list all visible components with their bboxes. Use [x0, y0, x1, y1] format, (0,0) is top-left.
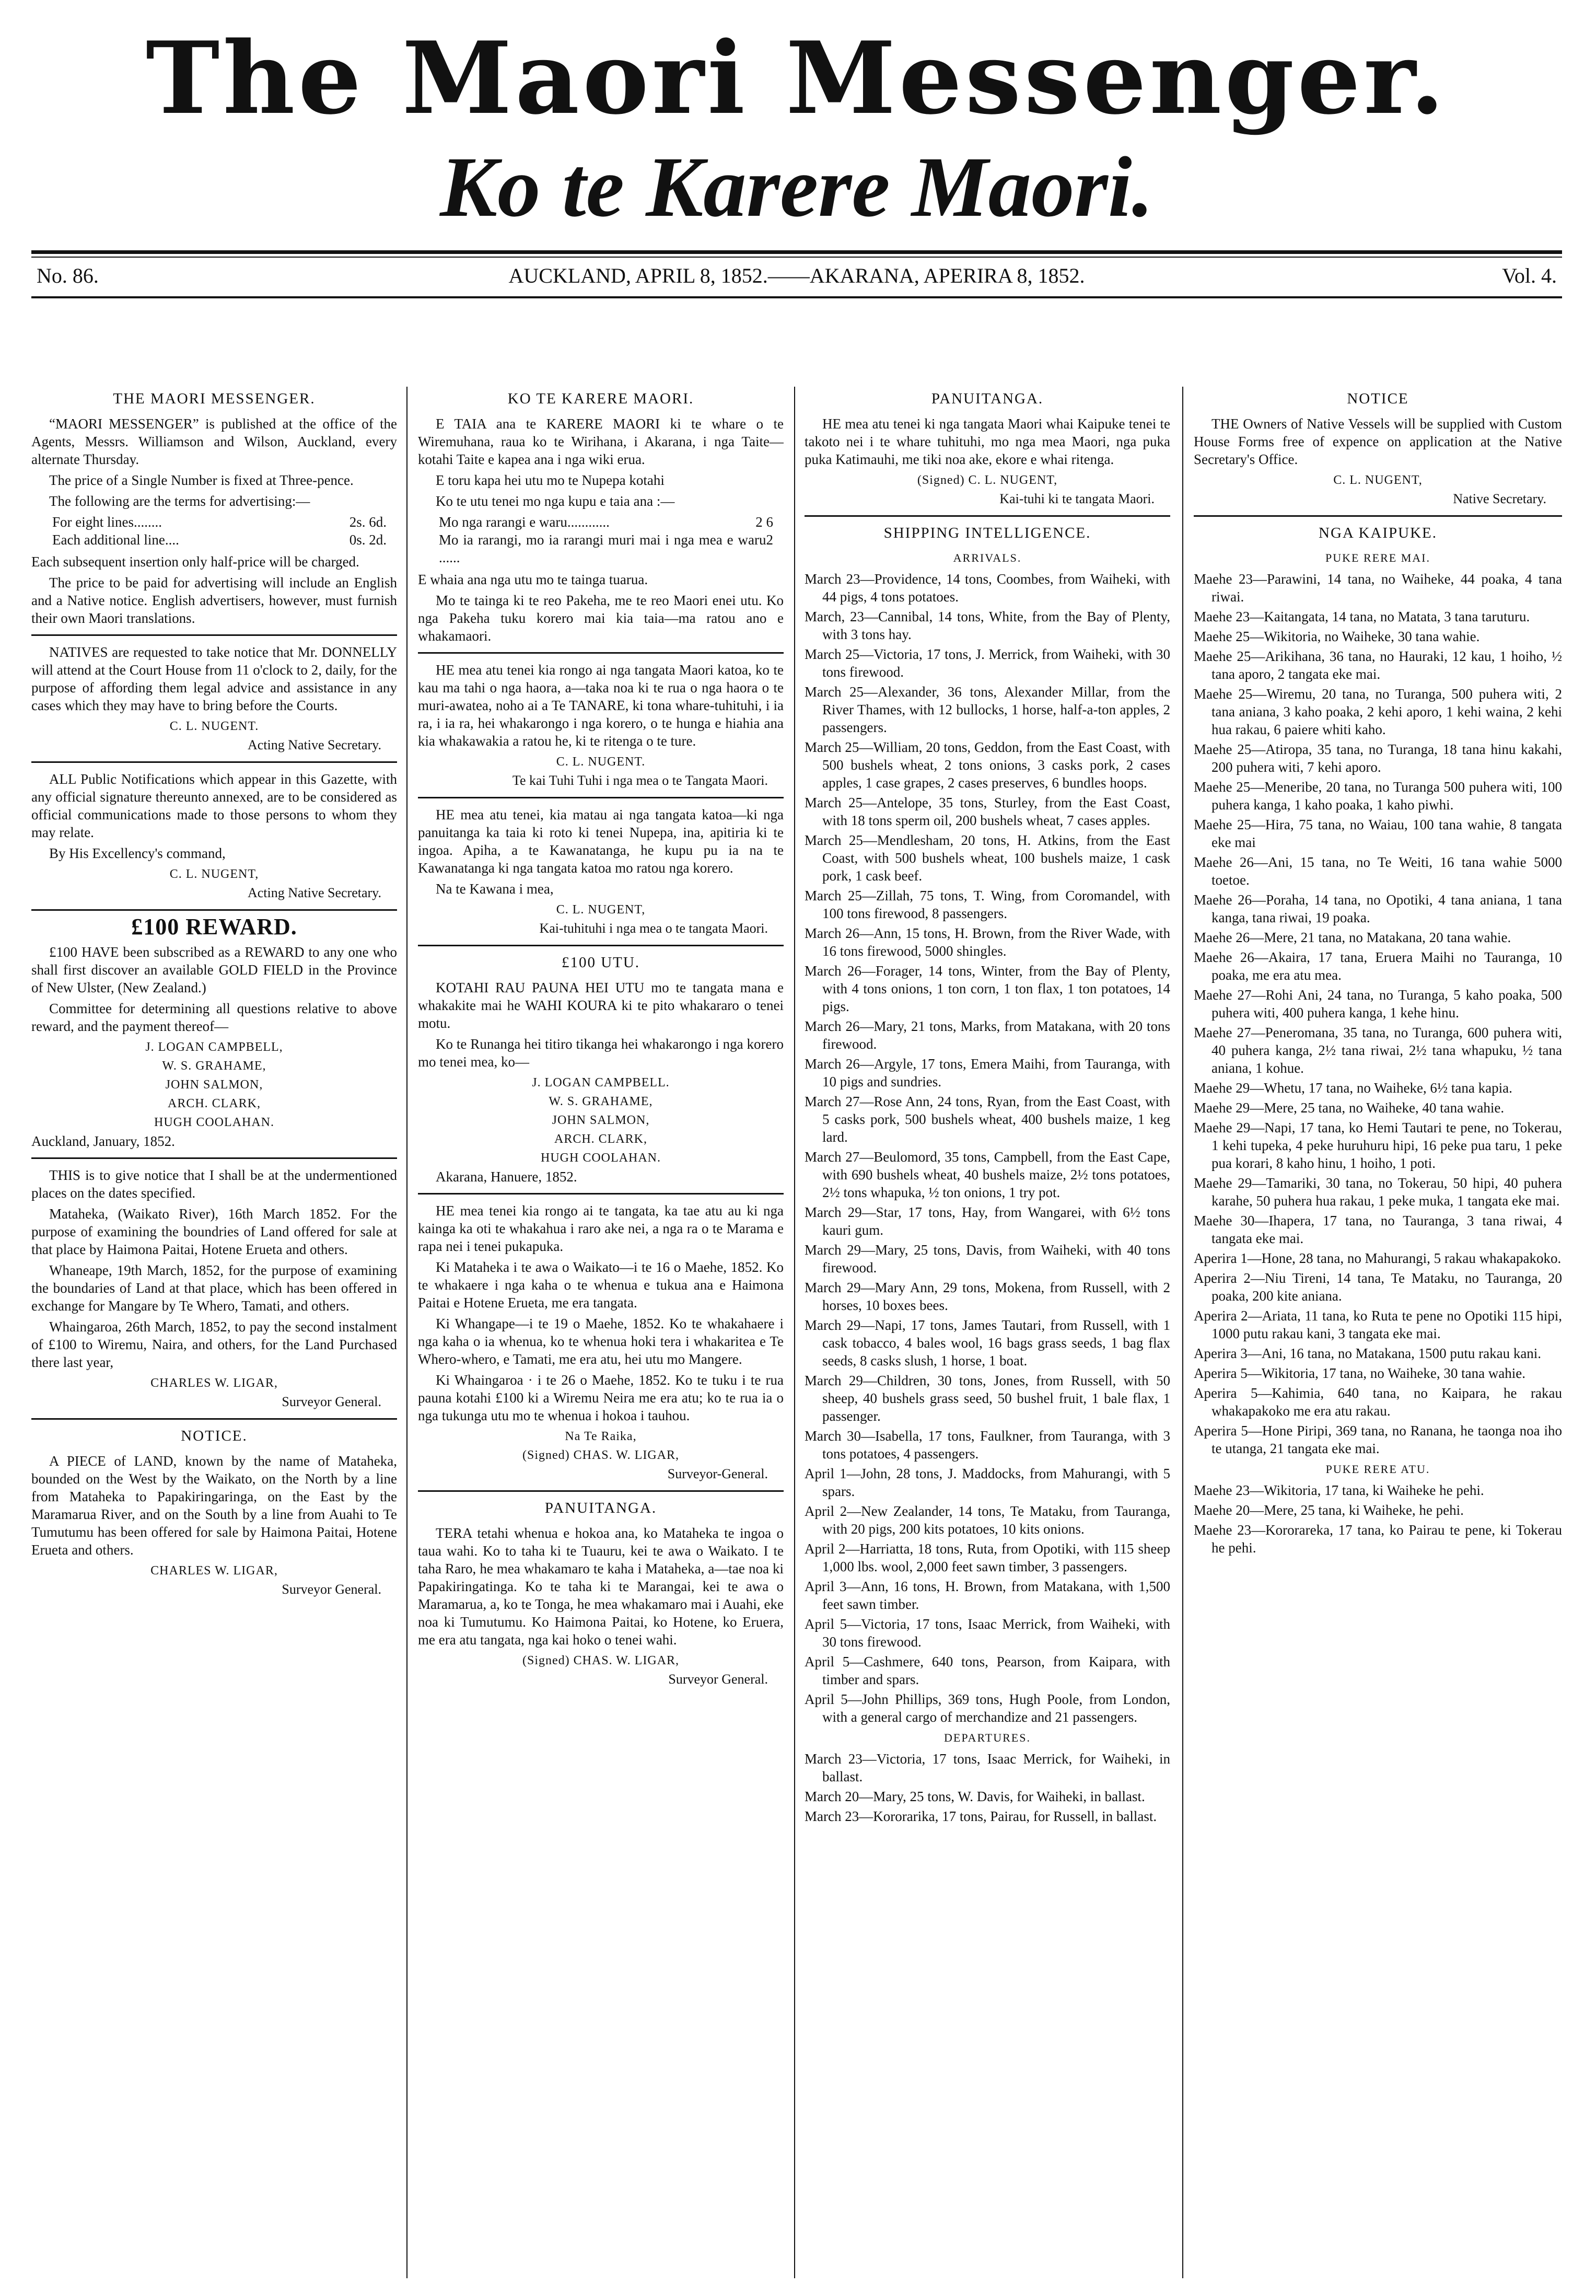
shipping-entry: Aperira 5—Kahimia, 640 tana, no Kaipara, he rakau whakapakoko me era atu rakau.	[1194, 1385, 1562, 1419]
issue-date: AUCKLAND, APRIL 8, 1852.——AKARANA, APERIRA 8, 1852.	[508, 264, 1085, 287]
shipping-entry: March 29—Napi, 17 tons, James Tautari, from Russell, with 1 cask tobacco, 4 bales wool, 16 bags grass seeds, 1 bag flax seeds, 8 casks slush, 1 horse, 1 boat.	[805, 1317, 1170, 1369]
shipping-entry: March 26—Mary, 21 tons, Marks, from Matakana, with 20 tons firewood.	[805, 1018, 1170, 1052]
section-rule	[418, 945, 784, 946]
shipping-entry: March 26—Forager, 14 tons, Winter, from the Bay of Plenty, with 4 tons onions, 1 ton corn, 1 ton flax, 1 ton potatoes, 14 pigs.	[805, 963, 1170, 1014]
shipping-entry: Maehe 25—Arikihana, 36 tana, no Hauraki, 12 kau, 1 hoiho, ½ tana aporo, 2 tangata eke mai.	[1194, 648, 1562, 682]
paragraph: Whaingaroa, 26th March, 1852, to pay the second instalment of £100 to Wiremu, Naira, and others, for the Land Purchased there last year,	[31, 1319, 397, 1370]
shipping-entry: April 2—New Zealander, 14 tons, Te Mataku, from Tauranga, with 20 pigs, 200 kits potatoes, 10 kits onions.	[805, 1503, 1170, 1537]
shipping-entry: Maehe 30—Ihapera, 17 tana, no Tauranga, 3 tana riwai, 4 tangata eke mai.	[1194, 1213, 1562, 1246]
section-rule	[418, 1490, 784, 1492]
term-label: Each additional line....	[52, 532, 179, 548]
shipping-entry: March 25—Mendlesham, 20 tons, H. Atkins, from the East Coast, with 500 bushels wheat, 100 bushels maize, 1 cask pork, 1 cask beef.	[805, 832, 1170, 884]
section-rule	[1194, 515, 1562, 517]
shipping-entry: Maehe 23—Kaitangata, 14 tana, no Matata, 3 tana taruturu.	[1194, 609, 1530, 624]
paragraph: By His Excellency's command,	[49, 845, 226, 861]
shipping-entry: Aperira 2—Ariata, 11 tana, ko Ruta te pene no Opotiki 115 hipi, 1000 putu rakau kani, 3 tangata eke mai.	[1194, 1308, 1562, 1341]
column-divider	[1182, 387, 1183, 2278]
paragraph: The price of a Single Number is fixed at Three-pence.	[49, 472, 354, 488]
section-rule	[418, 652, 784, 654]
paragraph: Ko te Runanga hei titiro tikanga hei whakarongo i nga korero mo tenei mea, ko—	[418, 1036, 784, 1070]
volume-number: Vol. 4.	[1502, 264, 1557, 287]
committee-member: JOHN SALMON,	[552, 1114, 650, 1127]
shipping-entry: March 26—Argyle, 17 tons, Emera Maihi, from Tauranga, with 10 pigs and sundries.	[805, 1056, 1170, 1089]
section-heading: SHIPPING INTELLIGENCE.	[883, 525, 1091, 541]
paragraph: Ko te utu tenei mo nga kupu e taia ana :—	[436, 493, 675, 509]
shipping-entry: March 29—Mary, 25 tons, Davis, from Waiheki, with 40 tons firewood.	[805, 1242, 1170, 1275]
shipping-entry: March 25—Alexander, 36 tons, Alexander Millar, from the River Thames, with 12 bullocks, 1 horse, half-a-ton apples, 2 passengers.	[805, 684, 1170, 735]
section-rule	[31, 909, 397, 911]
notice-paragraph: HE mea atu tenei ki nga tangata Maori whai Kaipuke tenei te takoto nei i te whare tuhituhi, mo nga mea Maori, nga puka puka Katimauhi, me tiki noa ake, ekore e whai ritenga.	[805, 416, 1170, 467]
shipping-entry: Maehe 29—Whetu, 17 tana, no Waiheke, 6½ tana kapia.	[1194, 1080, 1512, 1096]
shipping-entry: March 27—Beulomord, 35 tons, Campbell, from the East Cape, with 690 bushels wheat, 40 bushels maize, 2½ tons potatoes, 2½ tons whapuka, ½ ton onions, 1 try pot.	[805, 1149, 1170, 1200]
shipping-entry: Maehe 23—Wikitoria, 17 tana, ki Waiheke he pehi.	[1194, 1482, 1484, 1498]
shipping-entry: April 3—Ann, 16 tons, H. Brown, from Matakana, with 1,500 feet sawn timber.	[805, 1579, 1170, 1612]
signature-title: Surveyor General.	[282, 1394, 381, 1409]
subheading-departures: DEPARTURES.	[944, 1731, 1031, 1744]
signature: C. L. NUGENT.	[169, 720, 259, 733]
notice-paragraph: ALL Public Notifications which appear in this Gazette, with any official signature thereunto annexed, are to be considered as official communications made to those persons to whom they may relate.	[31, 771, 397, 840]
section-heading: NGA KAIPUKE.	[1319, 525, 1437, 541]
dateline-rule	[31, 296, 1562, 298]
section-heading: PANUITANGA.	[931, 390, 1044, 407]
arrivals-list	[805, 570, 1170, 1726]
paragraph: Ki Mataheka i te awa o Waikato—i te 16 o Maehe, 1852. Ko te whakaere i nga kaha o te whenua e tukua ana e Haimona Paitai e Hotene Erueta, me era tangata.	[418, 1259, 784, 1311]
shipping-entry: Maehe 23—Parawini, 14 tana, no Waiheke, 44 poaka, 4 tana riwai.	[1194, 571, 1562, 605]
shipping-entry: March 29—Star, 17 tons, Hay, from Wangarei, with 6½ tons kauri gum.	[805, 1204, 1170, 1238]
signature-title: Kai-tuhi ki te tangata Maori.	[999, 491, 1155, 506]
paragraph: Mataheka, (Waikato River), 16th March 1852. For the purpose of examining the boundries of Land offered for sale at that place by Haimona Paitai, Hotene Eruetа and others.	[31, 1206, 397, 1257]
signature: C. L. NUGENT.	[556, 755, 646, 769]
section-rule	[31, 761, 397, 763]
reward-paragraph: £100 HAVE been subscribed as a REWARD to any one who shall first discover an available GOLD FIELD in the Province of New Ulster, (New Zealand.)	[31, 944, 397, 995]
reward-paragraph: KOTAHI RAU PAUNA HEI UTU mo te tangata mana e whakakite mai he WAHI KOURA ki te pito whakararo o tenei motu.	[418, 980, 784, 1031]
signature-title: Acting Native Secretary.	[247, 885, 381, 900]
shipping-entry: Maehe 26—Ani, 15 tana, no Te Weiti, 16 tana wahie 5000 toetoe.	[1194, 854, 1562, 888]
signature-title: Surveyor-General.	[667, 1466, 768, 1481]
shipping-entry: Maehe 29—Tamariki, 30 tana, no Tokerau, 50 hipi, 40 puhera karahe, 50 puhera hua rakau, 1 peke muka, 1 tangata eke mai.	[1194, 1175, 1562, 1209]
column-1	[31, 387, 397, 2278]
shipping-entry: April 2—Harriatta, 18 tons, Ruta, from Opotiki, with 115 sheep 1,000 lbs. wool, 2,000 feet sawn timber, 3 passengers.	[805, 1541, 1170, 1574]
shipping-entry: Aperira 2—Niu Tireni, 14 tana, Te Mataku, no Tauranga, 20 poaka, 200 kite aniana.	[1194, 1270, 1562, 1304]
section-heading: NOTICE	[1347, 390, 1409, 407]
shipping-entry: Maehe 27—Rohi Ani, 24 tana, no Turanga, 5 kaho poaka, 500 puhera witi, 400 puhera kanga, 1 kehe hinu.	[1194, 987, 1562, 1021]
shipping-entry: March 25—Zillah, 75 tons, T. Wing, from Coromandel, with 100 tons firewood, 8 passengers.	[805, 888, 1170, 921]
paragraph: Mo te tainga ki te reo Pakeha, me te reo Maori enei utu. Ko nga Pakeha tuku korero mai kia taia—ma ratou ano e whakamaori.	[418, 593, 784, 644]
paragraph: Whaneape, 19th March, 1852, for the purpose of examining the boundaries of Land at that place, which has been offered in exchange for Mangare by Te Whero, Tamati, and others.	[31, 1262, 397, 1314]
signature: C. L. NUGENT,	[556, 903, 646, 917]
term-price: 2 6	[755, 514, 773, 530]
columns	[31, 387, 1562, 2278]
subheading-arrivals: PUKE RERE MAI.	[1325, 551, 1430, 564]
column-2	[418, 387, 784, 2278]
section-heading: KO TE KARERE MAORI.	[507, 390, 694, 407]
shipping-entry: Maehe 25—Hira, 75 tana, no Waiau, 100 tana wahie, 8 tangata eke mai	[1194, 817, 1562, 850]
term-price: 0s. 2d.	[349, 532, 387, 548]
section-rule	[418, 797, 784, 798]
notice-paragraph: NATIVES are requested to take notice that Mr. DONNELLY will attend at the Court House from 11 o'clock to 2, daily, for the purpose of affording them legal advice and assistance in any cases which they may have to bring before the Courts.	[31, 644, 397, 713]
departures-list	[805, 1750, 1170, 1825]
shipping-entry: Maehe 29—Napi, 17 tana, ko Hemi Tautari te pene, no Tokerau, 1 kehi tupeka, 4 peke huruhuru hipi, 16 peke pua taru, 1 peke pua korari, 8 kaho hinu, 1 hoiho, 1 poti.	[1194, 1120, 1562, 1171]
signature: (Signed) C. L. NUGENT,	[917, 473, 1058, 487]
committee-member: JOHN SALMON,	[165, 1078, 263, 1092]
shipping-entry: March 30—Isabella, 17 tons, Faulkner, from Tauranga, with 3 tons potatoes, 4 passengers.	[805, 1428, 1170, 1462]
notice-paragraph: HE mea atu tenei kia rongo ai nga tangata Maori katoa, ko te kau ma tahi o nga haora, a—taka noa ki te rua o nga haora o te muri-awatea, noho ai a Te TANARE, ki tona whare-tuhituhi, i ia ra, i ia ra, hei whakarongo i nga korero, o te hunga e hiahia ana kia whakawakia a ratou he, ki te ritenga o te ture.	[418, 662, 784, 749]
shipping-entry: April 1—John, 28 tons, J. Maddocks, from Mahurangi, with 5 spars.	[805, 1466, 1170, 1499]
committee-member: W. S. GRAHAME,	[162, 1059, 266, 1073]
dateline-text: Auckland, January, 1852.	[31, 1133, 175, 1149]
shipping-entry: March 23—Kororarika, 17 tons, Pairau, for Russell, in ballast.	[805, 1808, 1157, 1824]
term-label: For eight lines........	[52, 514, 162, 530]
column-4	[1194, 387, 1562, 2278]
shipping-entry: Maehe 25—Wikitoria, no Waiheke, 30 tana wahie.	[1194, 629, 1480, 644]
section-heading: £100 UTU.	[561, 954, 640, 971]
paragraph: The following are the terms for advertising:—	[49, 493, 310, 509]
shipping-entry: Maehe 23—Kororareka, 17 tana, ko Pairau te pene, ki Tokerau he pehi.	[1194, 1522, 1562, 1556]
paragraph: The price to be paid for advertising will include an English and a Native notice. English advertisers, however, must furnish their own Maori translations.	[31, 575, 397, 626]
shipping-entry: March 25—Antelope, 35 tons, Sturley, from the East Coast, with 18 tons sperm oil, 200 bushels wheat, 7 cases apples.	[805, 795, 1170, 828]
shipping-entry: Maehe 20—Mere, 25 tana, ki Waiheke, he pehi.	[1194, 1502, 1464, 1518]
signature: CHARLES W. LIGAR,	[150, 1564, 278, 1578]
shipping-entry: Maehe 26—Akaira, 17 tana, Eruera Maihi no Tauranga, 10 poaka, me era atu mea.	[1194, 949, 1562, 983]
paragraph: Each subsequent insertion only half-price will be charged.	[31, 554, 359, 570]
shipping-entry: Aperira 3—Ani, 16 tana, no Matakana, 1500 putu rakau kani.	[1194, 1346, 1542, 1361]
term-price: 2s. 6d.	[349, 514, 387, 530]
masthead-title-maori: Ko te Karere Maori.	[440, 139, 1154, 235]
shipping-entry: Aperira 1—Hone, 28 tana, no Mahurangi, 5 rakau whakapakoko.	[1194, 1250, 1562, 1266]
issue-number: No. 86.	[37, 264, 99, 287]
committee-member: W. S. GRAHAME,	[549, 1095, 653, 1108]
advertising-terms	[52, 513, 397, 549]
arrivals-list	[1194, 570, 1562, 1457]
paragraph: Committee for determining all questions relative to above reward, and the payment thereof—	[31, 1001, 397, 1034]
signature: C. L. NUGENT,	[169, 867, 259, 881]
shipping-entry: March 29—Mary Ann, 29 tons, Mokena, from Russell, with 2 horses, 10 boxes bees.	[805, 1280, 1170, 1313]
shipping-entry: March 23—Providence, 14 tons, Coombes, from Waiheki, with 44 pigs, 4 tons potatoes.	[805, 571, 1170, 605]
signature-title: Surveyor General.	[282, 1582, 381, 1597]
signature: (Signed) CHAS. W. LIGAR,	[522, 1448, 679, 1462]
signature: CHARLES W. LIGAR,	[150, 1376, 278, 1390]
shipping-entry: March, 23—Cannibal, 14 tons, White, from the Bay of Plenty, with 3 tons hay.	[805, 609, 1170, 642]
shipping-entry: Maehe 25—Wiremu, 20 tana, no Turanga, 500 puhera witi, 2 tana aniana, 3 kaho poaka, 2 kehi aporo, 1 kehi waina, 2 kehi hua rakau, 6 paiere whiti kaho.	[1194, 686, 1562, 737]
section-rule	[31, 1418, 397, 1420]
committee-member: ARCH. CLARK,	[554, 1132, 648, 1146]
shipping-entry: March 27—Rose Ann, 24 tons, Ryan, from the East Coast, with 5 casks pork, 500 bushels wheat, 400 bushels maize, 1 keg lard.	[805, 1094, 1170, 1145]
shipping-entry: April 5—John Phillips, 369 tons, Hugh Poole, from London, with a general cargo of merchandize and 21 passengers.	[805, 1691, 1170, 1725]
subheading-arrivals: ARRIVALS.	[953, 551, 1022, 564]
shipping-entry: April 5—Victoria, 17 tons, Isaac Merrick, from Waiheki, with 30 tons firewood.	[805, 1616, 1170, 1650]
notice-paragraph: A PIECE of LAND, known by the name of Mataheka, bounded on the West by the Waikato, on the North by a line from Mataheka to Papakiringaringa, on the East by the Maramarua River, and on the South by a line from Auahi to Te Tumutumu has been offered for sale by Haimona Paitai, Hotene Erueta and others.	[31, 1453, 397, 1558]
masthead	[31, 20, 1562, 235]
departures-list	[1194, 1481, 1562, 1557]
paragraph: “MAORI MESSENGER” is published at the office of the Agents, Messrs. Williamson and Wilson, Auckland, every alternate Thursday.	[31, 416, 397, 467]
section-rule	[805, 515, 1170, 517]
column-divider	[406, 387, 407, 2278]
paragraph: E toru kapa hei utu mo te Nupepa kotahi	[436, 472, 665, 488]
shipping-entry: March 26—Ann, 15 tons, H. Brown, from the River Wade, with 16 tons firewood, 5000 shingles.	[805, 925, 1170, 959]
signature: (Signed) CHAS. W. LIGAR,	[522, 1654, 679, 1667]
dateline-text: Akarana, Hanuere, 1852.	[436, 1169, 577, 1185]
shipping-entry: March 20—Mary, 25 tons, W. Davis, for Waiheki, in ballast.	[805, 1789, 1145, 1804]
shipping-entry: Aperira 5—Wikitoria, 17 tana, no Waiheke, 30 tana wahie.	[1194, 1365, 1526, 1381]
signature-title: Acting Native Secretary.	[247, 737, 381, 752]
section-rule	[31, 634, 397, 636]
committee-member: HUGH COOLAHAN.	[541, 1151, 661, 1165]
newspaper-page	[31, 21, 1562, 2283]
term-price: 2	[766, 532, 773, 548]
section-heading: THE MAORI MESSENGER.	[113, 390, 316, 407]
shipping-entry: Maehe 27—Peneromana, 35 tana, no Turanga, 600 puhera witi, 40 puhera kanga, 2½ tana riwai, 2½ tana whapuku, ½ tana aniana, 1 kohue.	[1194, 1025, 1562, 1076]
shipping-entry: March 25—William, 20 tons, Geddon, from the East Coast, with 500 bushels wheat, 2 tons onions, 3 casks pork, 2 cases apples, 1 case grapes, 2 cases preserves, 6 bundles hoops.	[805, 739, 1170, 791]
shipping-entry: March 25—Victoria, 17 tons, J. Merrick, from Waiheki, with 30 tons firewood.	[805, 646, 1170, 680]
paragraph: Ki Whaingaroa · i te 26 o Maehe, 1852. Ko te tuku i te rua pauna kotahi £100 ki a Wiremu Neira me era atu; ko te rua ia o nga tukunga utu mo te whenua i hokoa i tauhou.	[418, 1372, 784, 1423]
signature-title: Te kai Tuhi Tuhi i nga mea o te Tangata Maori.	[512, 773, 768, 788]
advertising-terms	[439, 513, 784, 566]
term-label: Mo ia rarangi, mo ia rarangi muri mai i nga mea e waru ......	[439, 532, 766, 565]
signature-intro: Na Te Raika,	[565, 1430, 637, 1443]
shipping-entry: Maehe 26—Mere, 21 tana, no Matakana, 20 tana wahie.	[1194, 930, 1511, 945]
subheading-departures: PUKE RERE ATU.	[1325, 1463, 1430, 1476]
notice-paragraph: HE mea tenei kia rongo ai te tangata, ka tae atu au ki nga kainga ka oti te whakahua i raro ake nei, a nga ra o te Marama e rapa nei i tenei pukapuka.	[418, 1203, 784, 1254]
shipping-entry: March 23—Victoria, 17 tons, Isaac Merrick, for Waiheki, in ballast.	[805, 1751, 1170, 1784]
shipping-entry: Maehe 26—Poraha, 14 tana, no Opotiki, 4 tana aniana, 1 tana kanga, tana riwai, 19 poaka.	[1194, 892, 1562, 925]
shipping-entry: April 5—Cashmere, 640 tons, Pearson, from Kaipara, with timber and spars.	[805, 1654, 1170, 1687]
signature-title: Surveyor General.	[668, 1672, 768, 1687]
shipping-entry: Maehe 29—Mere, 25 tana, no Waiheke, 40 tana wahie.	[1194, 1100, 1505, 1116]
shipping-entry: March 29—Children, 30 tons, Jones, from Russell, with 50 sheep, 40 bushels grass seed, 50 bushel fruit, 1 bale flax, 1 passenger.	[805, 1373, 1170, 1424]
signature-title: Kai-tuhituhi i nga mea o te tangata Maori.	[539, 921, 768, 936]
column-3	[805, 387, 1170, 2278]
committee-member: HUGH COOLAHAN.	[154, 1116, 274, 1129]
reward-heading: £100 REWARD.	[131, 914, 297, 940]
paragraph: Na te Kawana i mea,	[436, 881, 554, 897]
notice-paragraph: THIS is to give notice that I shall be at the undermentioned places on the dates specified.	[31, 1167, 397, 1201]
section-rule	[418, 1193, 784, 1195]
dateline	[31, 258, 1562, 294]
notice-paragraph: THE Owners of Native Vessels will be supplied with Custom House Forms free of expence on application at the Native Secretary's Office.	[1194, 416, 1562, 467]
committee-member: J. LOGAN CAMPBELL.	[532, 1076, 670, 1089]
signature: C. L. NUGENT,	[1333, 473, 1423, 487]
paragraph: Ki Whangape—i te 19 o Maehe, 1852. Ko te whakahaere i nga kaha o ia whenua, ko te whenua hoki tera i whakaritea e Te Whero-whero, e Tamati, me era atu, hei utu mo Mangere.	[418, 1316, 784, 1367]
committee-member: ARCH. CLARK,	[167, 1097, 261, 1110]
committee-member: J. LOGAN CAMPBELL,	[145, 1040, 283, 1054]
signature-title: Native Secretary.	[1453, 491, 1546, 506]
shipping-entry: Maehe 25—Meneribe, 20 tana, no Turanga 500 puhera witi, 100 puhera kanga, 1 kaho poaka, 1 kaho piwhi.	[1194, 779, 1562, 813]
notice-paragraph: HE mea atu tenei, kia matau ai nga tangata katoa—ki nga panuitanga ka taia ki roto ki tenei Nupepa, ina, apitiria ki te ingoa. Apiha, a te Kawanatanga, he kupu pu ia na te Kawanatanga ki nga tangata katoa mo ratou nga korero.	[418, 807, 784, 876]
notice-paragraph: TERA tetahi whenua e hokoa ana, ko Mataheka te ingoa o taua wahi. Ko to taha ki te Tuauru, kei te awa o Waikato. I te taha Raro, he mea whakamaro te kaha i Mataheka, a—tae noa ki Papakiringatinga. Ko te taha ki te Marangai, kei te awa o Maramarua, a, ko te Tonga, he mea whakamaro mai i Auahi, eke noa ki Tumutumu. Ko Haimona Paitai, ko Hotene, ko Eruera, me era atu tangata, nga kai hoko o tenei wahi.	[418, 1525, 784, 1648]
paragraph: E whaia ana nga utu mo te tainga tuarua.	[418, 572, 648, 587]
masthead-rule	[31, 250, 1562, 254]
masthead-title-english: The Maori Messenger.	[146, 20, 1448, 136]
shipping-entry: Maehe 25—Atiropa, 35 tana, no Turanga, 18 tana hinu kakahi, 200 puhera witi, 7 kehi aporo.	[1194, 741, 1562, 775]
paragraph: E TAIA ana te KARERE MAORI ki te whare o te Wiremuhana, raua ko te Wirihana, i Akarana, i nga Taite—kotahi Taite e kapea ana i nga wiki erua.	[418, 416, 784, 467]
shipping-entry: Aperira 5—Hone Piripi, 369 tana, no Ranana, he taonga noa iho te utanga, 21 tangata eke mai.	[1194, 1423, 1562, 1456]
section-heading: PANUITANGA.	[544, 1500, 657, 1516]
section-heading: NOTICE.	[181, 1428, 248, 1444]
column-divider	[794, 387, 795, 2278]
section-rule	[31, 1157, 397, 1159]
term-label: Mo nga rarangi e waru............	[439, 514, 610, 530]
